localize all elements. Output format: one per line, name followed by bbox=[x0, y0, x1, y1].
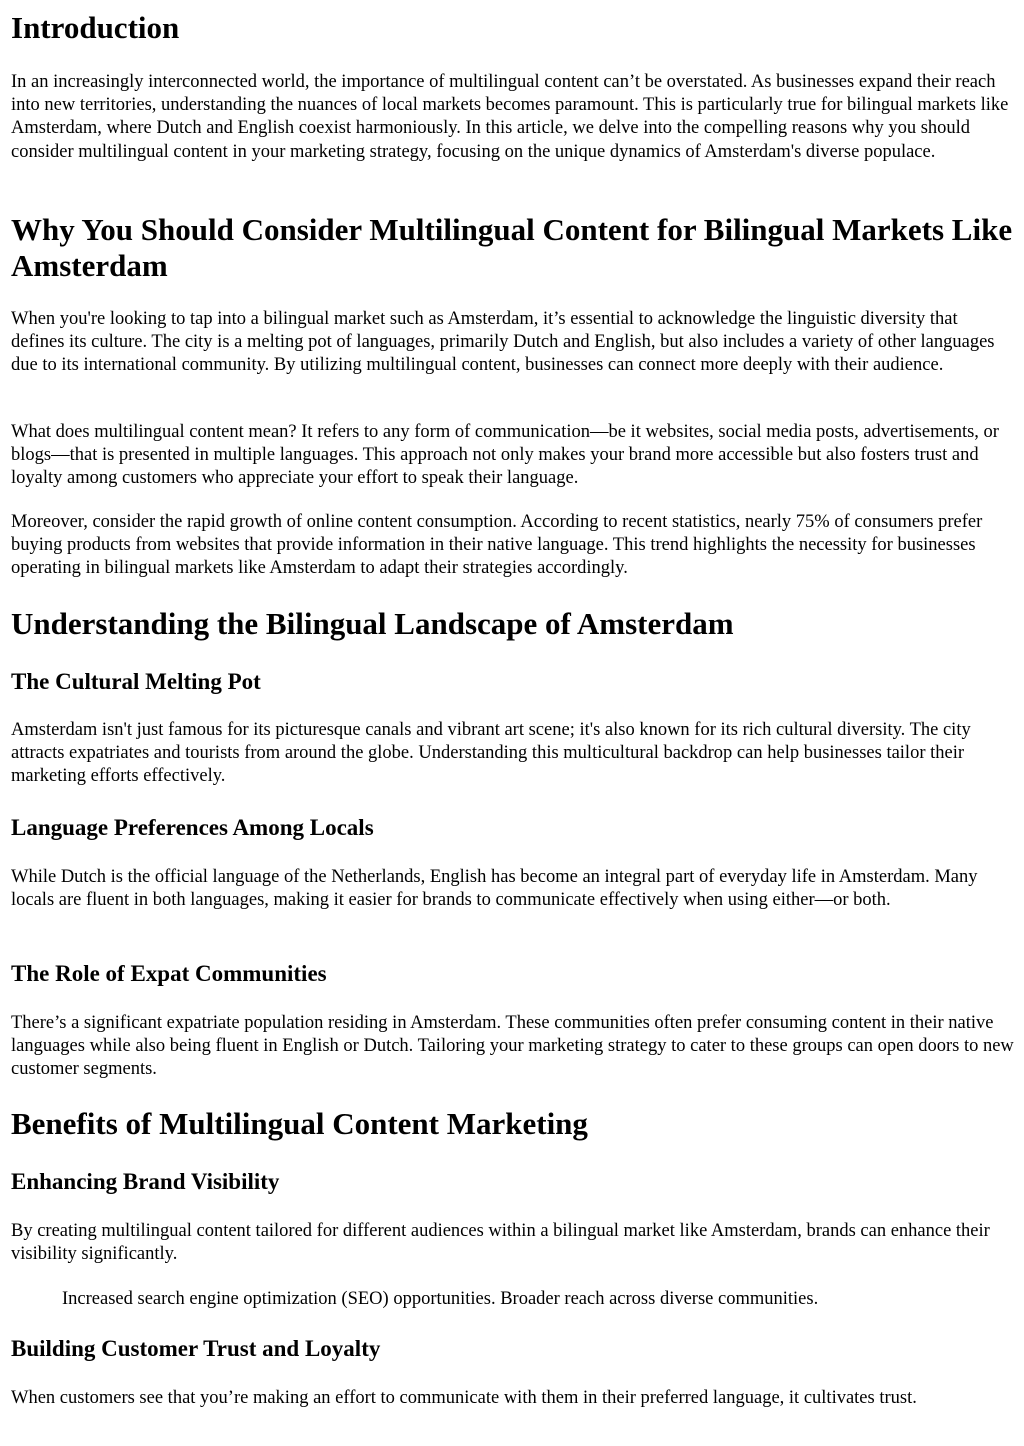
melting-pot-paragraph: Amsterdam isn't just famous for its picturesque canals and vibrant art scene; it's also known for its rich cultural diversity. The city attracts expatriates and tourists from around the globe. Understanding this multicultural backdrop can help businesses tailor their marketing efforts effectively. bbox=[11, 720, 971, 787]
visibility-heading: Enhancing Brand Visibility bbox=[11, 1169, 280, 1194]
landscape-heading: Understanding the Bilingual Landscape of Amsterdam bbox=[11, 606, 734, 641]
preferences-paragraph: While Dutch is the official language of the Netherlands, English has become an integral part of everyday life in Amsterdam. Many locals are fluent in both languages, making it easier for brands to communicate effectively when using either—or both. bbox=[11, 867, 978, 911]
preferences-heading: Language Preferences Among Locals bbox=[11, 815, 374, 840]
trust-heading: Building Customer Trust and Loyalty bbox=[11, 1336, 381, 1361]
expat-heading: The Role of Expat Communities bbox=[11, 961, 327, 986]
expat-paragraph: There’s a significant expatriate population residing in Amsterdam. These communities often prefer consuming content in their native languages while also being fluent in English or Dutch. Tailoring your marketing strategy to cater to these groups can open doors to new customer segments. bbox=[11, 1013, 1014, 1080]
why-heading: Why You Should Consider Multilingual Content for Bilingual Markets Like Amsterdam bbox=[11, 212, 1013, 283]
why-paragraph-2: What does multilingual content mean? It refers to any form of communication—be it websites, social media posts, advertisements, or blogs—that is presented in multiple languages. This approach not only makes your brand more accessible but also fosters trust and loyalty among customers who appreciate your effort to speak their language. bbox=[11, 422, 999, 489]
benefits-heading: Benefits of Multilingual Content Marketing bbox=[11, 1106, 588, 1141]
why-paragraph-3: Moreover, consider the rapid growth of online content consumption. According to recent statistics, nearly 75% of consumers prefer buying products from websites that provide information in their native language. This trend highlights the necessity for businesses operating in bilingual markets like Amsterdam to adapt their strategies accordingly. bbox=[11, 512, 983, 579]
visibility-list: Increased search engine optimization (SEO) opportunities. Broader reach across diverse communities. bbox=[62, 1289, 819, 1309]
trust-paragraph: When customers see that you’re making an effort to communicate with them in their preferred language, it cultivates trust. bbox=[11, 1388, 917, 1408]
intro-heading: Introduction bbox=[11, 10, 180, 45]
why-paragraph-1: When you're looking to tap into a bilingual market such as Amsterdam, it’s essential to acknowledge the linguistic diversity that defines its culture. The city is a melting pot of languages, primarily Dutch and English, but also includes a variety of other languages due to its international community. By utilizing multilingual content, businesses can connect more deeply with their audience. bbox=[11, 309, 995, 376]
intro-paragraph: In an increasingly interconnected world, the importance of multilingual content can’t be overstated. As businesses expand their reach into new territories, understanding the nuances of local markets becomes paramount. This is particularly true for bilingual markets like Amsterdam, where Dutch and English coexist harmoniously. In this article, we delve into the compelling reasons why you should consider multilingual content in your marketing strategy, focusing on the unique dynamics of Amsterdam's diverse populace. bbox=[11, 72, 1009, 162]
visibility-paragraph: By creating multilingual content tailored for different audiences within a bilingual market like Amsterdam, brands can enhance their visibility significantly. bbox=[11, 1221, 990, 1265]
melting-pot-heading: The Cultural Melting Pot bbox=[11, 669, 261, 694]
